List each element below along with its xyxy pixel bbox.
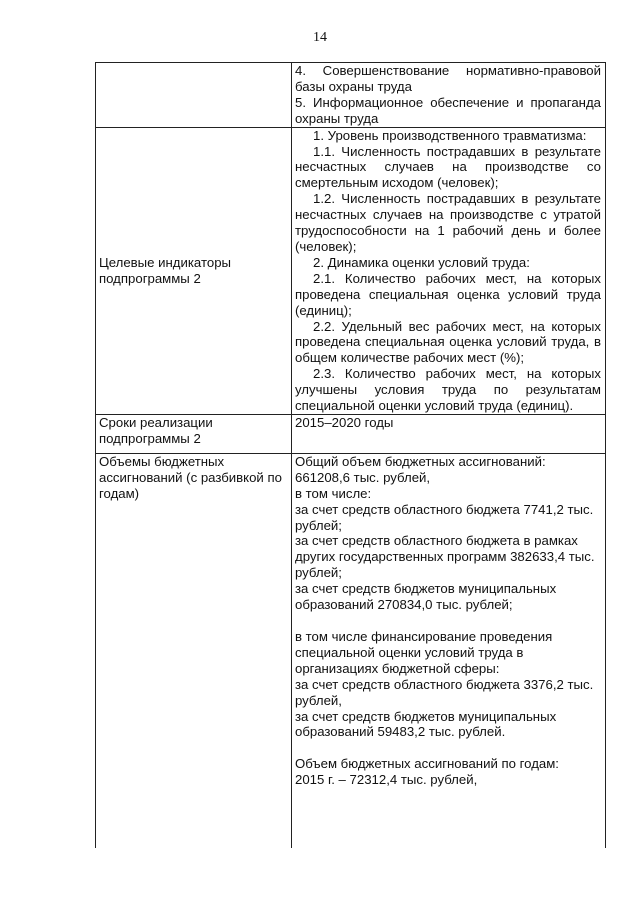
- period-value: 2015–2020 годы: [295, 414, 394, 430]
- spacer: [295, 613, 601, 629]
- row-content: [292, 127, 606, 414]
- budget-line: за счет средств областного бюджета 3376,2 тыс. рублей,: [295, 676, 594, 708]
- budget-line: за счет средств бюджетов муниципальных образований 270834,0 тыс. рублей;: [295, 581, 557, 613]
- indicator-item: 1. Уровень производственного травматизма:: [313, 127, 587, 143]
- row-label: Сроки реализации подпрограммы 2: [96, 414, 292, 453]
- indicator-item: 2. Динамика оценки условий труда:: [313, 254, 530, 270]
- table-row: [96, 127, 606, 414]
- page-number: 14: [313, 30, 327, 45]
- indicator-item: 2.3. Количество рабочих мест, на которых улучшены условия труда по результатам специальной оценки условий труда (единиц).: [295, 366, 601, 414]
- table-row: [96, 414, 606, 453]
- table-row: [96, 453, 606, 848]
- task-item: 5. Информационное обеспечение и пропаганда охраны труда: [295, 94, 601, 126]
- spacer: [295, 740, 601, 756]
- budget-line: 2015 г. – 72312,4 тыс. рублей,: [295, 772, 478, 788]
- row-content: [292, 414, 606, 453]
- passport-table: [95, 62, 606, 848]
- row-label: Целевые индикаторы подпрограммы 2: [96, 127, 292, 414]
- budget-line: в том числе финансирование проведения специальной оценки условий труда в организациях бюджетной сферы:: [295, 629, 553, 676]
- row-label: Объемы бюджетных ассигнований (с разбивкой по годам): [96, 453, 292, 848]
- budget-line: за счет средств бюджетов муниципальных образований 59483,2 тыс. рублей.: [295, 708, 557, 740]
- indicator-item: 2.2. Удельный вес рабочих мест, на которых проведена специальная оценка условий труда, в общем количестве рабочих мест (%);: [295, 318, 601, 366]
- indicator-item: 2.1. Количество рабочих мест, на которых проведена специальная оценка условий труда (единиц);: [295, 270, 601, 318]
- indicator-item: 1.1. Численность пострадавших в результате несчастных случаев на производстве со смертельным исходом (человек);: [295, 143, 601, 191]
- budget-line: в том числе:: [295, 485, 372, 501]
- budget-line: Объем бюджетных ассигнований по годам:: [295, 756, 559, 772]
- budget-line: за счет средств областного бюджета в рамках других государственных программ 382633,4 тыс. рублей;: [295, 533, 595, 581]
- row-content: [292, 63, 606, 128]
- budget-line: за счет средств областного бюджета 7741,2 тыс. рублей;: [295, 501, 594, 533]
- row-content: [292, 453, 606, 848]
- task-item: 4. Совершенствование нормативно-правовой базы охраны труда: [295, 63, 601, 94]
- budget-line: Общий объем бюджетных ассигнований: 661208,6 тыс. рублей,: [295, 453, 546, 485]
- table-row: [96, 63, 606, 128]
- indicator-item: 1.2. Численность пострадавших в результате несчастных случаев на производстве с утратой трудоспособности на 1 рабочий день и более (человек);: [295, 191, 601, 254]
- row-label: [96, 63, 292, 128]
